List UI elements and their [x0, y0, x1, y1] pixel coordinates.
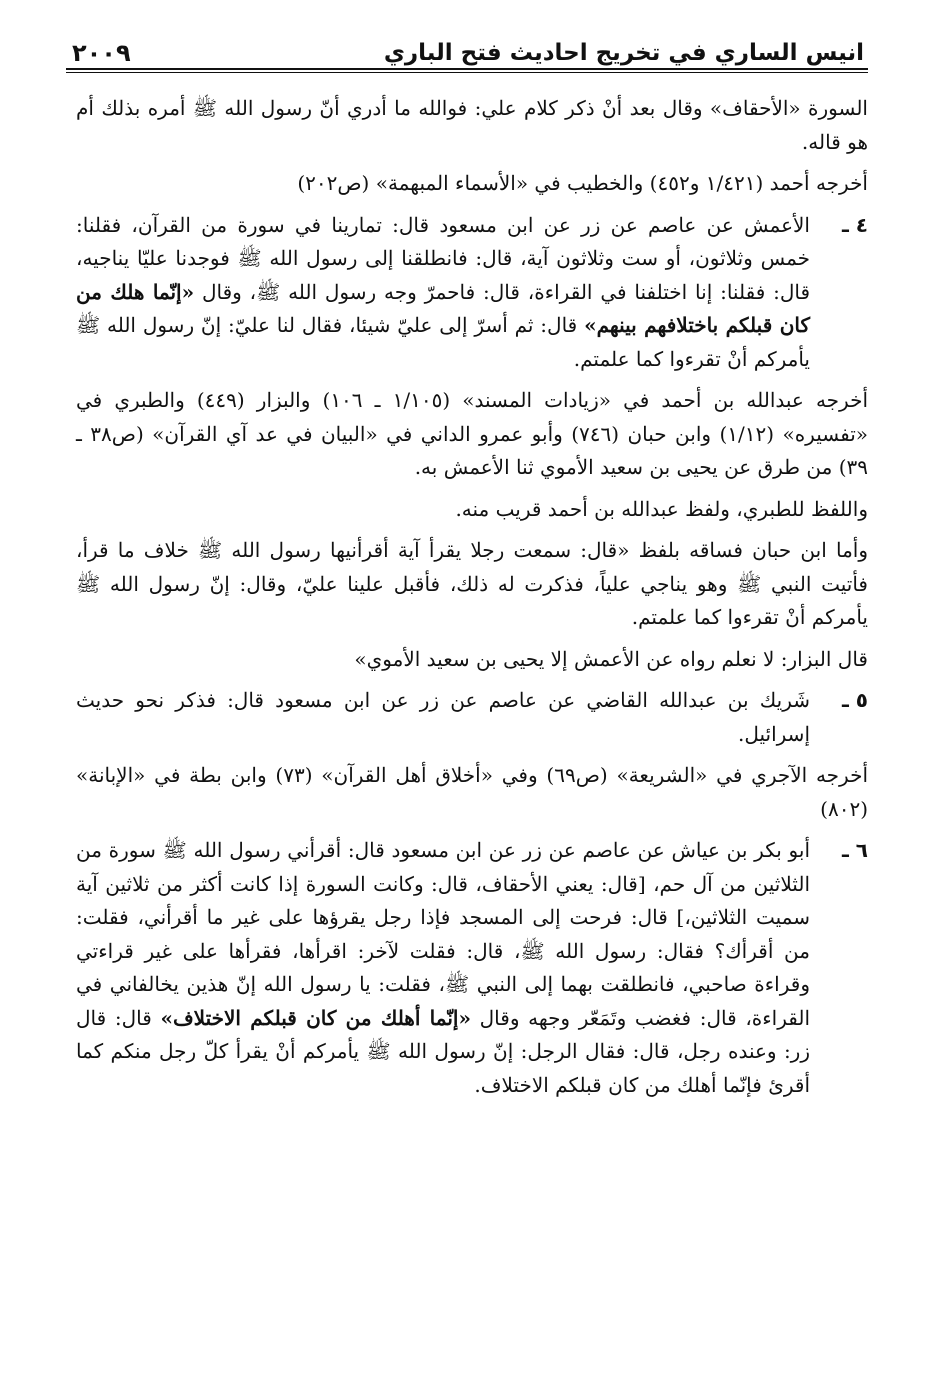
- hadith-entry-6: [76, 834, 868, 1102]
- paragraph: وأما ابن حبان فساقه بلفظ «قال: سمعت رجلا يقرأ آية أقرأنيها رسول الله ﷺ خلاف ما قرأ، فأتيت النبي ﷺ وهو يناجي علياً، فذكرت له ذلك، فأقبل علينا عليّ، وقال: إنّ رسول الله ﷺ يأمركم أنْ تقرءوا كما علمتم.: [76, 538, 868, 629]
- page-header: [72, 28, 864, 68]
- citation-paragraph: أخرجه أحمد (١/٤٢١ و٤٥٢) والخطيب في «الأسماء المبهمة» (ص٢٠٢): [297, 171, 868, 195]
- entry-text-part: الأعمش عن عاصم عن زر عن ابن مسعود قال: تمارينا في سورة من القرآن، فقلنا: خمس وثلاثون، أو ست وثلاثون آية، قال: فانطلقنا إلى رسول الله ﷺ فوجدنا عليّا يناجيه، قال: فقلنا: إنا اختلفنا في القراءة، قال: فاحمرّ وجه رسول الله ﷺ، وقال: [76, 212, 811, 304]
- paragraph: السورة «الأحقاف» وقال بعد أنْ ذكر كلام علي: فوالله ما أدري أنّ رسول الله ﷺ أمره بذلك أم هو قاله.: [76, 96, 868, 154]
- entry-number: ٥ ـ: [841, 688, 868, 712]
- paragraph: قال البزار: لا نعلم رواه عن الأعمش إلا يحيى بن سعيد الأموي»: [354, 646, 868, 671]
- citation-paragraph: أخرجه الآجري في «الشريعة» (ص٦٩) وفي «أخلاق أهل القرآن» (٧٣) وابن بطة في «الإبانة» (٨٠٢): [76, 763, 869, 821]
- entry-text-part: قال: قال زر: وعنده رجل، قال: فقال الرجل: إنّ رسول الله ﷺ يأمركم أنْ يقرأ كلّ رجل منكم كما أقرئ فإنّما أهلك من كان قبلكم الاختلاف.: [76, 1005, 810, 1097]
- entry-text: [76, 209, 810, 377]
- entry-text-part: قال: ثم أسرّ إلى عليّ شيئا، فقال لنا عليّ: إنّ رسول الله ﷺ يأمركم أنْ تقرءوا كما علمتم.: [76, 313, 810, 371]
- entry-number: ٦ ـ: [841, 838, 868, 862]
- hadith-entry-5: [76, 684, 868, 751]
- citation-paragraph: أخرجه عبدالله بن أحمد في «زيادات المسند» (١/١٠٥ ـ ١٠٦) والبزار (٤٤٩) والطبري في «تفسيره» (١/١٢) وابن حبان (٧٤٦) وأبو عمرو الداني في «البيان في عد آي القرآن» (ص٣٨ ـ ٣٩) من طرق عن يحيى بن سعيد الأموي ثنا الأعمش به.: [76, 388, 869, 479]
- hadith-quote: «إنّما هلك من كان قبلكم باختلافهم بينهم»: [76, 279, 810, 337]
- running-title: انيس الساري في تخريج احاديث فتح الباري: [383, 40, 864, 66]
- paragraph: واللفظ للطبري، ولفظ عبدالله بن أحمد قريب منه.: [455, 496, 868, 521]
- entry-text: [76, 834, 810, 1102]
- hadith-entry-4: [76, 209, 868, 377]
- entry-number: ٤ ـ: [841, 212, 868, 237]
- entry-text-part: أبو بكر بن عياش عن عاصم عن زر عن ابن مسعود قال: أقرأني رسول الله ﷺ سورة من الثلاثين من آل حم، [قال: يعني الأحقاف، قال: وكانت السورة إذا كانت أكثر من ثلاثين آية سميت الثلاثين،] قال: فرحت إلى المسجد فإذا رجل يقرؤها على غير ما أقرأني، فقلت: من أقرأك؟ فقال: رسول الله ﷺ، قال: فقلت لآخر: اقرأها، فقرأها على غير قراءتي وقراءة صاحبي، فانطلقت بهما إلى النبي ﷺ، فقلت: يا رسول الله إنّ هذين يخالفاني في القراءة، قال: فغضب وتَمَعّر وجهه وقال: [76, 838, 811, 1030]
- entry-text: شَريك بن عبدالله القاضي عن عاصم عن زر عن ابن مسعود قال: فذكر نحو حديث إسرائيل.: [76, 688, 810, 746]
- page-body: [76, 92, 868, 1110]
- page-number: ٢٠٠٩: [72, 39, 131, 67]
- hadith-quote: «إنّما أهلك من كان قبلكم الاختلاف»: [160, 1005, 471, 1030]
- header-rule: [66, 68, 868, 73]
